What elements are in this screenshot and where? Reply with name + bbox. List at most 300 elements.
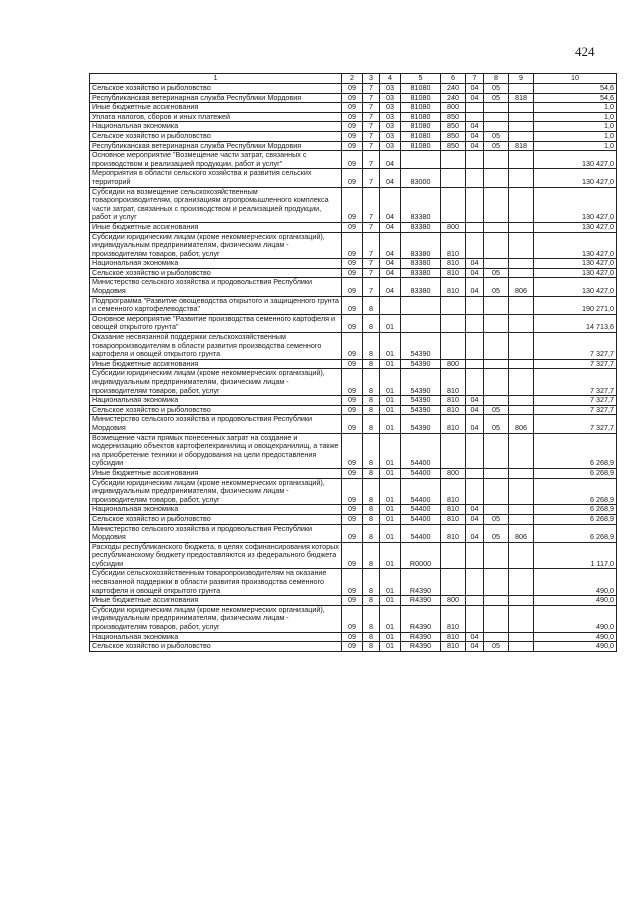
code-cell: 09 — [342, 632, 363, 642]
code-cell: 04 — [380, 187, 401, 222]
code-cell: 09 — [342, 222, 363, 232]
code-cell: 81080 — [401, 93, 441, 103]
code-cell: 04 — [380, 259, 401, 269]
amount-cell: 7 327,7 — [534, 396, 617, 406]
code-cell: 04 — [466, 84, 484, 94]
code-cell: 810 — [441, 605, 466, 632]
code-cell: 01 — [380, 505, 401, 515]
table-row — [90, 259, 617, 269]
row-name-cell: Оказание несвязанной поддержки сельскохозяйственным товаропроизводителям в области развития производства семенного картофеля и овощей открытого грунта — [90, 333, 342, 360]
code-cell — [509, 396, 534, 406]
code-cell — [509, 122, 534, 132]
row-name-cell: Сельское хозяйство и рыболовство — [90, 514, 342, 524]
amount-cell: 130 427,0 — [534, 187, 617, 222]
code-cell: 81080 — [401, 84, 441, 94]
code-cell: 03 — [380, 122, 401, 132]
row-name-cell: Расходы республиканского бюджета, в целях софинансирования которых республиканскому бюджету предоставляются из федерального бюджета субсидии — [90, 542, 342, 569]
table-row — [90, 333, 617, 360]
table-row — [90, 93, 617, 103]
header-cell: 7 — [466, 74, 484, 84]
code-cell — [466, 369, 484, 396]
code-cell: 09 — [342, 112, 363, 122]
row-name-cell: Иные бюджетные ассигнования — [90, 468, 342, 478]
code-cell: 83380 — [401, 232, 441, 259]
code-cell — [484, 505, 509, 515]
code-cell: 8 — [363, 505, 380, 515]
code-cell — [509, 569, 534, 596]
table-row — [90, 232, 617, 259]
amount-cell: 6 268,9 — [534, 514, 617, 524]
amount-cell: 7 327,7 — [534, 415, 617, 433]
amount-cell: 54,6 — [534, 84, 617, 94]
table-row — [90, 433, 617, 468]
code-cell — [466, 569, 484, 596]
code-cell: 01 — [380, 542, 401, 569]
code-cell: 05 — [484, 415, 509, 433]
amount-cell: 6 268,9 — [534, 468, 617, 478]
code-cell — [509, 296, 534, 314]
row-name-cell: Иные бюджетные ассигнования — [90, 359, 342, 369]
code-cell: 05 — [484, 278, 509, 296]
table-row — [90, 141, 617, 151]
table-row — [90, 222, 617, 232]
code-cell: 54400 — [401, 514, 441, 524]
amount-cell: 130 427,0 — [534, 259, 617, 269]
row-name-cell: Субсидии юридическим лицам (кроме некоммерческих организаций), индивидуальным предпринимателям, физическим лицам - производителям товаров, работ, услуг — [90, 369, 342, 396]
code-cell — [484, 259, 509, 269]
code-cell — [509, 605, 534, 632]
table-row — [90, 542, 617, 569]
code-cell: 01 — [380, 632, 401, 642]
table-row — [90, 524, 617, 542]
code-cell — [484, 605, 509, 632]
code-cell: 01 — [380, 524, 401, 542]
row-name-cell: Субсидии юридическим лицам (кроме некоммерческих организаций), индивидуальным предпринимателям, физическим лицам - производителям товаров, работ, услуг — [90, 232, 342, 259]
code-cell: 806 — [509, 415, 534, 433]
code-cell: 05 — [484, 514, 509, 524]
code-cell: 09 — [342, 468, 363, 478]
amount-cell: 190 271,0 — [534, 296, 617, 314]
code-cell: 09 — [342, 605, 363, 632]
code-cell: 810 — [441, 268, 466, 278]
table-row — [90, 131, 617, 141]
code-cell: 05 — [484, 84, 509, 94]
code-cell: R4390 — [401, 632, 441, 642]
code-cell: 04 — [466, 405, 484, 415]
header-cell: 8 — [484, 74, 509, 84]
amount-cell: 1,0 — [534, 122, 617, 132]
code-cell: 09 — [342, 433, 363, 468]
code-cell — [509, 642, 534, 652]
code-cell — [484, 169, 509, 187]
amount-cell: 7 327,7 — [534, 333, 617, 360]
table-row — [90, 369, 617, 396]
code-cell — [509, 268, 534, 278]
code-cell: 7 — [363, 222, 380, 232]
code-cell: 81080 — [401, 131, 441, 141]
code-cell: 04 — [466, 268, 484, 278]
code-cell — [401, 151, 441, 169]
code-cell — [484, 296, 509, 314]
header-cell: 6 — [441, 74, 466, 84]
code-cell: 54390 — [401, 359, 441, 369]
code-cell: 83380 — [401, 259, 441, 269]
code-cell: 83380 — [401, 187, 441, 222]
code-cell: 01 — [380, 396, 401, 406]
code-cell — [441, 542, 466, 569]
code-cell: 7 — [363, 232, 380, 259]
row-name-cell: Сельское хозяйство и рыболовство — [90, 268, 342, 278]
amount-cell: 130 427,0 — [534, 169, 617, 187]
code-cell — [441, 151, 466, 169]
code-cell: 7 — [363, 169, 380, 187]
row-name-cell: Возмещение части прямых понесенных затрат на создание и модернизацию объектов картофелехранилищ и овощехранилищ, а также на приобретение техники и оборудования на цели предоставления субсидии — [90, 433, 342, 468]
code-cell: 54390 — [401, 396, 441, 406]
row-name-cell: Субсидии сельскохозяйственным товаропроизводителям на оказание несвязанной поддержки в области развития производства семенного картофеля и овощей открытого грунта — [90, 569, 342, 596]
code-cell — [509, 169, 534, 187]
code-cell: 8 — [363, 433, 380, 468]
code-cell: 7 — [363, 93, 380, 103]
amount-cell: 490,0 — [534, 642, 617, 652]
code-cell: 09 — [342, 505, 363, 515]
table-header-row — [90, 74, 617, 84]
code-cell: 7 — [363, 278, 380, 296]
code-cell: 810 — [441, 478, 466, 505]
budget-table — [89, 73, 617, 652]
header-cell: 10 — [534, 74, 617, 84]
code-cell: 01 — [380, 415, 401, 433]
table-row — [90, 478, 617, 505]
amount-cell: 6 268,9 — [534, 524, 617, 542]
page-number: 424 — [575, 44, 595, 59]
code-cell: R0000 — [401, 542, 441, 569]
code-cell: 8 — [363, 524, 380, 542]
code-cell — [466, 542, 484, 569]
code-cell: 09 — [342, 84, 363, 94]
code-cell: 03 — [380, 103, 401, 113]
table-row — [90, 268, 617, 278]
code-cell: 8 — [363, 569, 380, 596]
code-cell: 09 — [342, 278, 363, 296]
code-cell: 09 — [342, 514, 363, 524]
code-cell: 800 — [441, 359, 466, 369]
code-cell — [466, 333, 484, 360]
code-cell: 09 — [342, 642, 363, 652]
header-cell: 5 — [401, 74, 441, 84]
code-cell: 09 — [342, 333, 363, 360]
code-cell: 09 — [342, 259, 363, 269]
code-cell: 7 — [363, 131, 380, 141]
code-cell: 09 — [342, 415, 363, 433]
table-row — [90, 314, 617, 332]
code-cell: 810 — [441, 514, 466, 524]
amount-cell: 7 327,7 — [534, 405, 617, 415]
code-cell: 850 — [441, 122, 466, 132]
row-name-cell: Субсидии на возмещение сельскохозяйственным товаропроизводителям, организациям агропромышленного комплекса части затрат, связанных с производством и реализацией продукции, работ и услуг — [90, 187, 342, 222]
header-cell: 3 — [363, 74, 380, 84]
table-row — [90, 103, 617, 113]
row-name-cell: Национальная экономика — [90, 259, 342, 269]
code-cell: 04 — [466, 524, 484, 542]
code-cell: R4390 — [401, 605, 441, 632]
code-cell: 05 — [484, 141, 509, 151]
code-cell: 09 — [342, 93, 363, 103]
code-cell — [484, 596, 509, 606]
code-cell: 81080 — [401, 112, 441, 122]
code-cell: 54390 — [401, 405, 441, 415]
code-cell — [466, 103, 484, 113]
row-name-cell: Министерство сельского хозяйства и продовольствия Республики Мордовия — [90, 278, 342, 296]
amount-cell: 7 327,7 — [534, 369, 617, 396]
code-cell: 04 — [466, 278, 484, 296]
amount-cell: 130 427,0 — [534, 278, 617, 296]
code-cell — [509, 187, 534, 222]
code-cell: 7 — [363, 151, 380, 169]
code-cell: 01 — [380, 359, 401, 369]
code-cell: 04 — [466, 514, 484, 524]
code-cell: R4390 — [401, 569, 441, 596]
row-name-cell: Иные бюджетные ассигнования — [90, 596, 342, 606]
table-row — [90, 151, 617, 169]
code-cell: 800 — [441, 222, 466, 232]
code-cell — [484, 103, 509, 113]
header-cell: 4 — [380, 74, 401, 84]
code-cell: 05 — [484, 642, 509, 652]
code-cell: 850 — [441, 131, 466, 141]
code-cell — [466, 187, 484, 222]
code-cell — [401, 296, 441, 314]
row-name-cell: Министерство сельского хозяйства и продовольствия Республики Мордовия — [90, 524, 342, 542]
code-cell: 83380 — [401, 222, 441, 232]
code-cell: 09 — [342, 131, 363, 141]
code-cell: 09 — [342, 232, 363, 259]
code-cell: 810 — [441, 632, 466, 642]
code-cell: 7 — [363, 84, 380, 94]
code-cell — [441, 433, 466, 468]
amount-cell: 1,0 — [534, 131, 617, 141]
code-cell — [509, 542, 534, 569]
code-cell — [484, 314, 509, 332]
code-cell: 8 — [363, 369, 380, 396]
amount-cell: 14 713,6 — [534, 314, 617, 332]
code-cell — [484, 468, 509, 478]
code-cell — [466, 151, 484, 169]
code-cell: 04 — [466, 415, 484, 433]
code-cell — [509, 103, 534, 113]
code-cell — [509, 131, 534, 141]
amount-cell: 1 117,0 — [534, 542, 617, 569]
code-cell: 8 — [363, 396, 380, 406]
code-cell — [484, 478, 509, 505]
code-cell: 7 — [363, 103, 380, 113]
code-cell — [509, 478, 534, 505]
row-name-cell: Основное мероприятие "Возмещение части затрат, связанных с производством и реализацией продукции, работ и услуг" — [90, 151, 342, 169]
code-cell — [509, 632, 534, 642]
code-cell — [509, 369, 534, 396]
code-cell — [484, 112, 509, 122]
amount-cell: 490,0 — [534, 569, 617, 596]
row-name-cell: Иные бюджетные ассигнования — [90, 222, 342, 232]
row-name-cell: Национальная экономика — [90, 505, 342, 515]
code-cell: 54400 — [401, 478, 441, 505]
code-cell: 7 — [363, 259, 380, 269]
code-cell — [484, 632, 509, 642]
table-row — [90, 112, 617, 122]
code-cell — [509, 151, 534, 169]
code-cell: 04 — [380, 278, 401, 296]
table-row — [90, 84, 617, 94]
code-cell: 8 — [363, 642, 380, 652]
row-name-cell: Национальная экономика — [90, 122, 342, 132]
code-cell — [509, 514, 534, 524]
code-cell: 09 — [342, 396, 363, 406]
code-cell: 09 — [342, 296, 363, 314]
code-cell: 7 — [363, 187, 380, 222]
code-cell: 09 — [342, 596, 363, 606]
code-cell — [466, 478, 484, 505]
header-cell: 1 — [90, 74, 342, 84]
code-cell — [484, 542, 509, 569]
code-cell: 01 — [380, 405, 401, 415]
table-row — [90, 415, 617, 433]
code-cell: 09 — [342, 122, 363, 132]
code-cell: R4390 — [401, 596, 441, 606]
code-cell — [509, 405, 534, 415]
row-name-cell: Подпрограмма "Развитие овощеводства открытого и защищенного грунта и семенного картофелеводства" — [90, 296, 342, 314]
code-cell: 83380 — [401, 268, 441, 278]
code-cell: 09 — [342, 359, 363, 369]
amount-cell: 490,0 — [534, 605, 617, 632]
amount-cell: 1,0 — [534, 112, 617, 122]
code-cell — [484, 232, 509, 259]
code-cell — [509, 222, 534, 232]
code-cell: 09 — [342, 141, 363, 151]
code-cell: 810 — [441, 396, 466, 406]
code-cell — [466, 433, 484, 468]
code-cell — [466, 296, 484, 314]
amount-cell: 130 427,0 — [534, 232, 617, 259]
table-row — [90, 505, 617, 515]
code-cell: 81080 — [401, 103, 441, 113]
code-cell — [441, 187, 466, 222]
table-row — [90, 396, 617, 406]
code-cell: 04 — [466, 93, 484, 103]
code-cell: 09 — [342, 542, 363, 569]
code-cell: 04 — [466, 632, 484, 642]
code-cell: 01 — [380, 314, 401, 332]
row-name-cell: Сельское хозяйство и рыболовство — [90, 131, 342, 141]
code-cell: 01 — [380, 468, 401, 478]
row-name-cell: Министерство сельского хозяйства и продовольствия Республики Мордовия — [90, 415, 342, 433]
code-cell: 8 — [363, 542, 380, 569]
code-cell: 54390 — [401, 369, 441, 396]
code-cell — [466, 112, 484, 122]
code-cell: 8 — [363, 514, 380, 524]
row-name-cell: Субсидии юридическим лицам (кроме некоммерческих организаций), индивидуальным предпринимателям, физическим лицам - производителям товаров, работ, услуг — [90, 478, 342, 505]
code-cell: 03 — [380, 112, 401, 122]
amount-cell: 6 268,9 — [534, 433, 617, 468]
code-cell: 09 — [342, 268, 363, 278]
code-cell: 83380 — [401, 278, 441, 296]
code-cell: 09 — [342, 369, 363, 396]
row-name-cell: Мероприятия в области сельского хозяйства и развития сельских территорий — [90, 169, 342, 187]
code-cell: 83000 — [401, 169, 441, 187]
table-row — [90, 596, 617, 606]
code-cell: 09 — [342, 405, 363, 415]
code-cell: 240 — [441, 93, 466, 103]
code-cell — [509, 232, 534, 259]
code-cell: 03 — [380, 93, 401, 103]
table-row — [90, 405, 617, 415]
code-cell: 03 — [380, 131, 401, 141]
code-cell: 09 — [342, 478, 363, 505]
code-cell — [441, 296, 466, 314]
table-row — [90, 605, 617, 632]
code-cell: 8 — [363, 415, 380, 433]
table-row — [90, 359, 617, 369]
amount-cell: 490,0 — [534, 632, 617, 642]
code-cell: 54400 — [401, 505, 441, 515]
code-cell: 04 — [380, 169, 401, 187]
row-name-cell: Уплата налогов, сборов и иных платежей — [90, 112, 342, 122]
table-row — [90, 122, 617, 132]
code-cell: 54400 — [401, 524, 441, 542]
row-name-cell: Сельское хозяйство и рыболовство — [90, 84, 342, 94]
code-cell: 7 — [363, 268, 380, 278]
code-cell: 05 — [484, 524, 509, 542]
code-cell: 54400 — [401, 433, 441, 468]
code-cell: 800 — [441, 468, 466, 478]
amount-cell: 7 327,7 — [534, 359, 617, 369]
code-cell: 818 — [509, 141, 534, 151]
code-cell — [509, 333, 534, 360]
code-cell: 850 — [441, 112, 466, 122]
code-cell: 818 — [509, 93, 534, 103]
code-cell: 8 — [363, 478, 380, 505]
code-cell: 8 — [363, 632, 380, 642]
code-cell: 8 — [363, 596, 380, 606]
code-cell — [466, 169, 484, 187]
code-cell: 810 — [441, 259, 466, 269]
code-cell: 7 — [363, 122, 380, 132]
code-cell — [484, 433, 509, 468]
code-cell: 810 — [441, 369, 466, 396]
code-cell: 810 — [441, 415, 466, 433]
code-cell: 04 — [466, 505, 484, 515]
code-cell: 05 — [484, 93, 509, 103]
code-cell — [441, 314, 466, 332]
code-cell: 04 — [466, 396, 484, 406]
row-name-cell: Субсидии юридическим лицам (кроме некоммерческих организаций), индивидуальным предпринимателям, физическим лицам - производителям товаров, работ, услуг — [90, 605, 342, 632]
code-cell — [509, 259, 534, 269]
code-cell — [441, 169, 466, 187]
table-body — [90, 84, 617, 652]
code-cell: 81080 — [401, 141, 441, 151]
code-cell — [466, 222, 484, 232]
code-cell — [466, 359, 484, 369]
code-cell: 810 — [441, 642, 466, 652]
amount-cell: 1,0 — [534, 141, 617, 151]
code-cell: 05 — [484, 405, 509, 415]
code-cell: 03 — [380, 84, 401, 94]
code-cell — [484, 151, 509, 169]
row-name-cell: Сельское хозяйство и рыболовство — [90, 642, 342, 652]
amount-cell: 6 268,9 — [534, 478, 617, 505]
code-cell: 7 — [363, 112, 380, 122]
row-name-cell: Основное мероприятие "Развитие производства семенного картофеля и овощей открытого грунта" — [90, 314, 342, 332]
code-cell — [509, 433, 534, 468]
table-row — [90, 169, 617, 187]
